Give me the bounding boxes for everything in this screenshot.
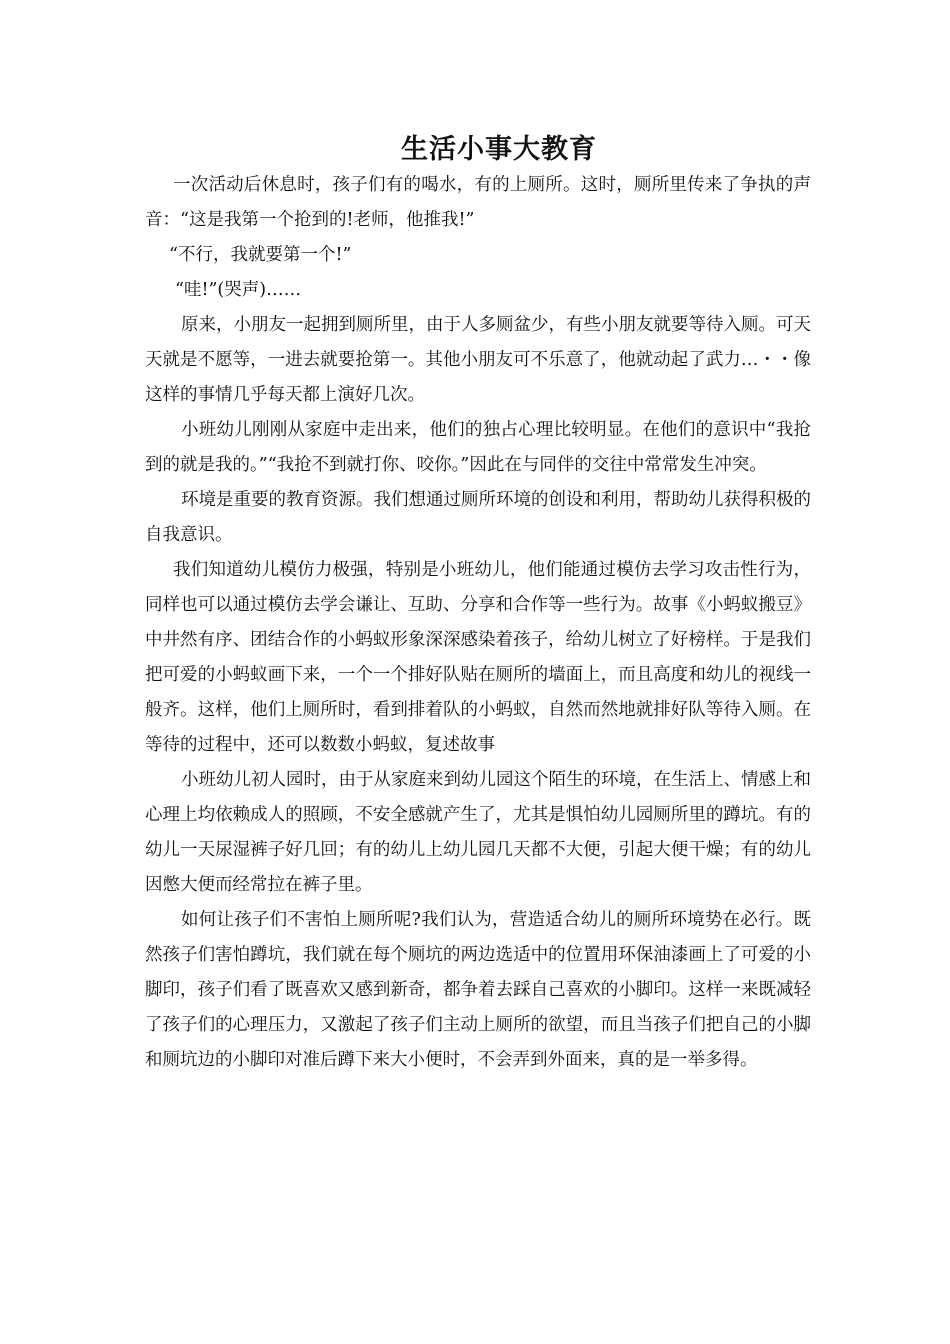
paragraph-3: “哇!”(哭声)…… bbox=[175, 280, 302, 300]
paragraph-5: 小班幼儿刚刚从家庭中走出来，他们的独占心理比较明显。在他们的意识中“我抢到的就是我的。”“我抢不到就打你、咬你。”因此在与同伴的交往中常常发生冲突。 bbox=[145, 420, 811, 475]
document-title: 生活小事大教育 bbox=[401, 134, 597, 165]
paragraph-9: 如何让孩子们不害怕上厕所呢?我们认为，营造适合幼儿的厕所环境势在必行。既然孩子们害怕蹲坑，我们就在每个厕坑的两边选适中的位置用环保油漆画上了可爱的小脚印，孩子们看了既喜欢又感到新奇，都争着去踩自己喜欢的小脚印。这样一来既减轻了孩子们的心理压力，又激起了孩子们主动上厕所的欲望，而且当孩子们把自己的小脚和厕坑边的小脚印对准后蹲下来大小便时，不会弄到外面来，真的是一举多得。 bbox=[145, 910, 811, 1070]
paragraph-7: 我们知道幼儿模仿力极强，特别是小班幼儿，他们能通过模仿去学习攻击性行为，同样也可以通过模仿去学会谦让、互助、分享和合作等一些行为。故事《小蚂蚁搬豆》中井然有序、团结合作的小蚂蚁形象深深感染着孩子，给幼儿树立了好榜样。于是我们把可爱的小蚂蚁画下来，一个一个排好队贴在厕所的墙面上，而且高度和幼儿的视线一般齐。这样，他们上厕所时，看到排着队的小蚂蚁，自然而然地就排好队等待入厕。在等待的过程中，还可以数数小蚂蚁，复述故事 bbox=[145, 560, 811, 755]
paragraph-1: 一次活动后休息时，孩子们有的喝水，有的上厕所。这时，厕所里传来了争执的声音：“这是我第一个抢到的!老师，他推我!” bbox=[145, 175, 811, 230]
paragraph-8: 小班幼儿初人园时，由于从家庭来到幼儿园这个陌生的环境，在生活上、情感上和心理上均依赖成人的照顾，不安全感就产生了，尤其是惧怕幼儿园厕所里的蹲坑。有的幼儿一天尿湿裤子好几回；有的幼儿上幼儿园几天都不大便，引起大便干燥；有的幼儿因憋大便而经常拉在裤子里。 bbox=[145, 770, 811, 895]
paragraph-6: 环境是重要的教育资源。我们想通过厕所环境的创设和利用，帮助幼儿获得积极的自我意识。 bbox=[145, 490, 811, 545]
paragraph-4: 原来，小朋友一起拥到厕所里，由于人多厕盆少，有些小朋友就要等待入厕。可天天就是不愿等，一进去就要抢第一。其他小朋友可不乐意了，他就动起了武力…・・像这样的事情几乎每天都上演好几次。 bbox=[145, 315, 811, 405]
document-body bbox=[145, 168, 811, 1078]
paragraph-2: “不行，我就要第一个!” bbox=[169, 245, 352, 265]
